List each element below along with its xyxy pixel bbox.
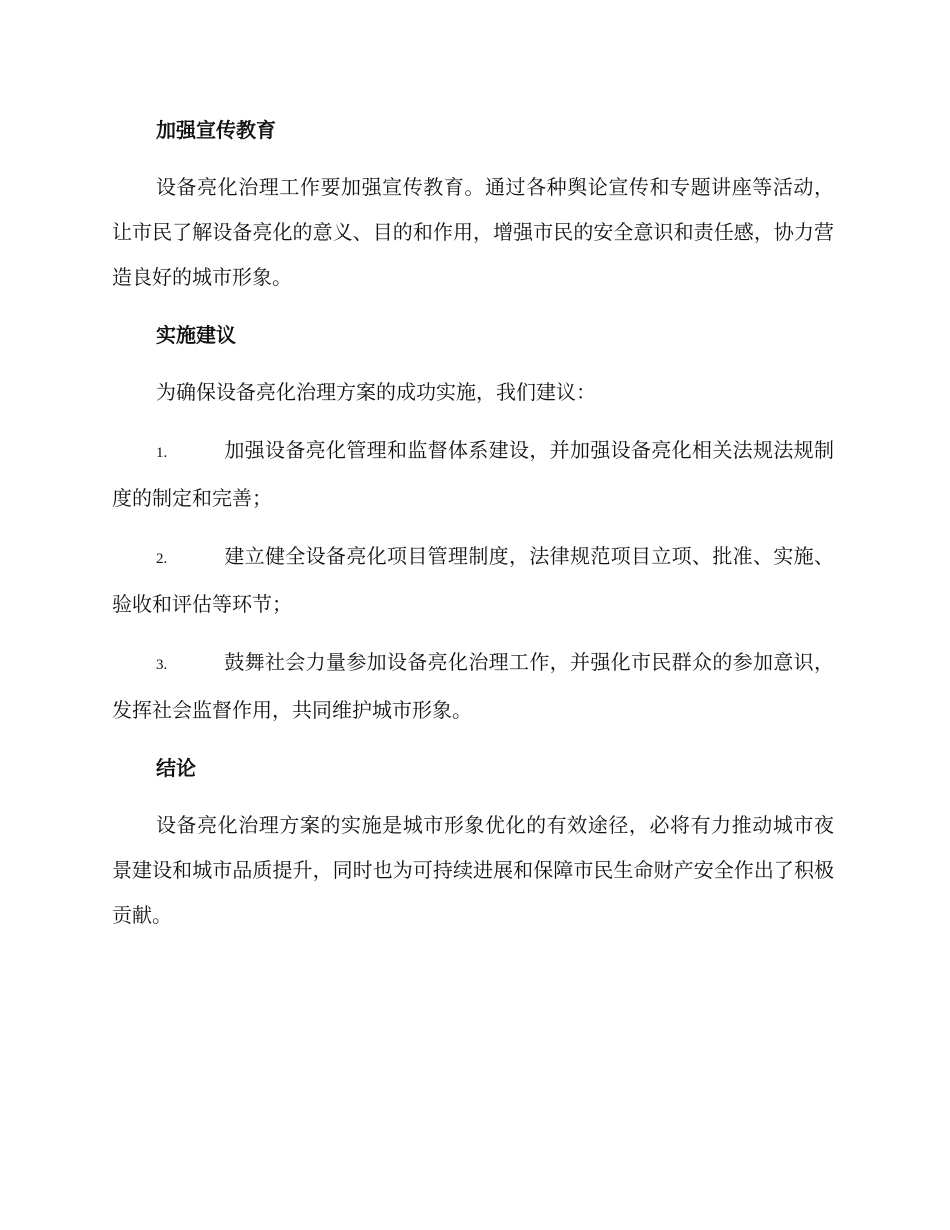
suggestions-list bbox=[112, 428, 834, 733]
document-page bbox=[112, 108, 834, 951]
list-item-number: 3. bbox=[156, 657, 168, 673]
section-heading-suggestions: 实施建议 bbox=[156, 323, 236, 347]
list-item bbox=[112, 640, 834, 733]
section-heading-publicity: 加强宣传教育 bbox=[156, 118, 276, 142]
publicity-paragraph: 设备亮化治理工作要加强宣传教育。通过各种舆论宣传和专题讲座等活动，让市民了解设备亮化的意义、目的和作用，增强市民的安全意识和责任感，协力营造良好的城市形象。 bbox=[112, 175, 834, 289]
list-item-text: 加强设备亮化管理和监督体系建设，并加强设备亮化相关法规法规制度的制定和完善； bbox=[112, 438, 834, 510]
list-item bbox=[112, 428, 834, 521]
list-item bbox=[112, 534, 834, 627]
list-item-text: 鼓舞社会力量参加设备亮化治理工作，并强化市民群众的参加意识，发挥社会监督作用，共同维护城市形象。 bbox=[112, 650, 834, 722]
section-heading-conclusion: 结论 bbox=[156, 756, 196, 780]
conclusion-paragraph: 设备亮化治理方案的实施是城市形象优化的有效途径，必将有力推动城市夜景建设和城市品质提升，同时也为可持续进展和保障市民生命财产安全作出了积极贡献。 bbox=[112, 813, 834, 927]
suggestions-intro-paragraph: 为确保设备亮化治理方案的成功实施，我们建议： bbox=[156, 380, 596, 404]
list-item-number: 2. bbox=[156, 551, 168, 567]
list-item-number: 1. bbox=[156, 445, 168, 461]
list-item-text: 建立健全设备亮化项目管理制度，法律规范项目立项、批准、实施、验收和评估等环节； bbox=[112, 544, 834, 616]
